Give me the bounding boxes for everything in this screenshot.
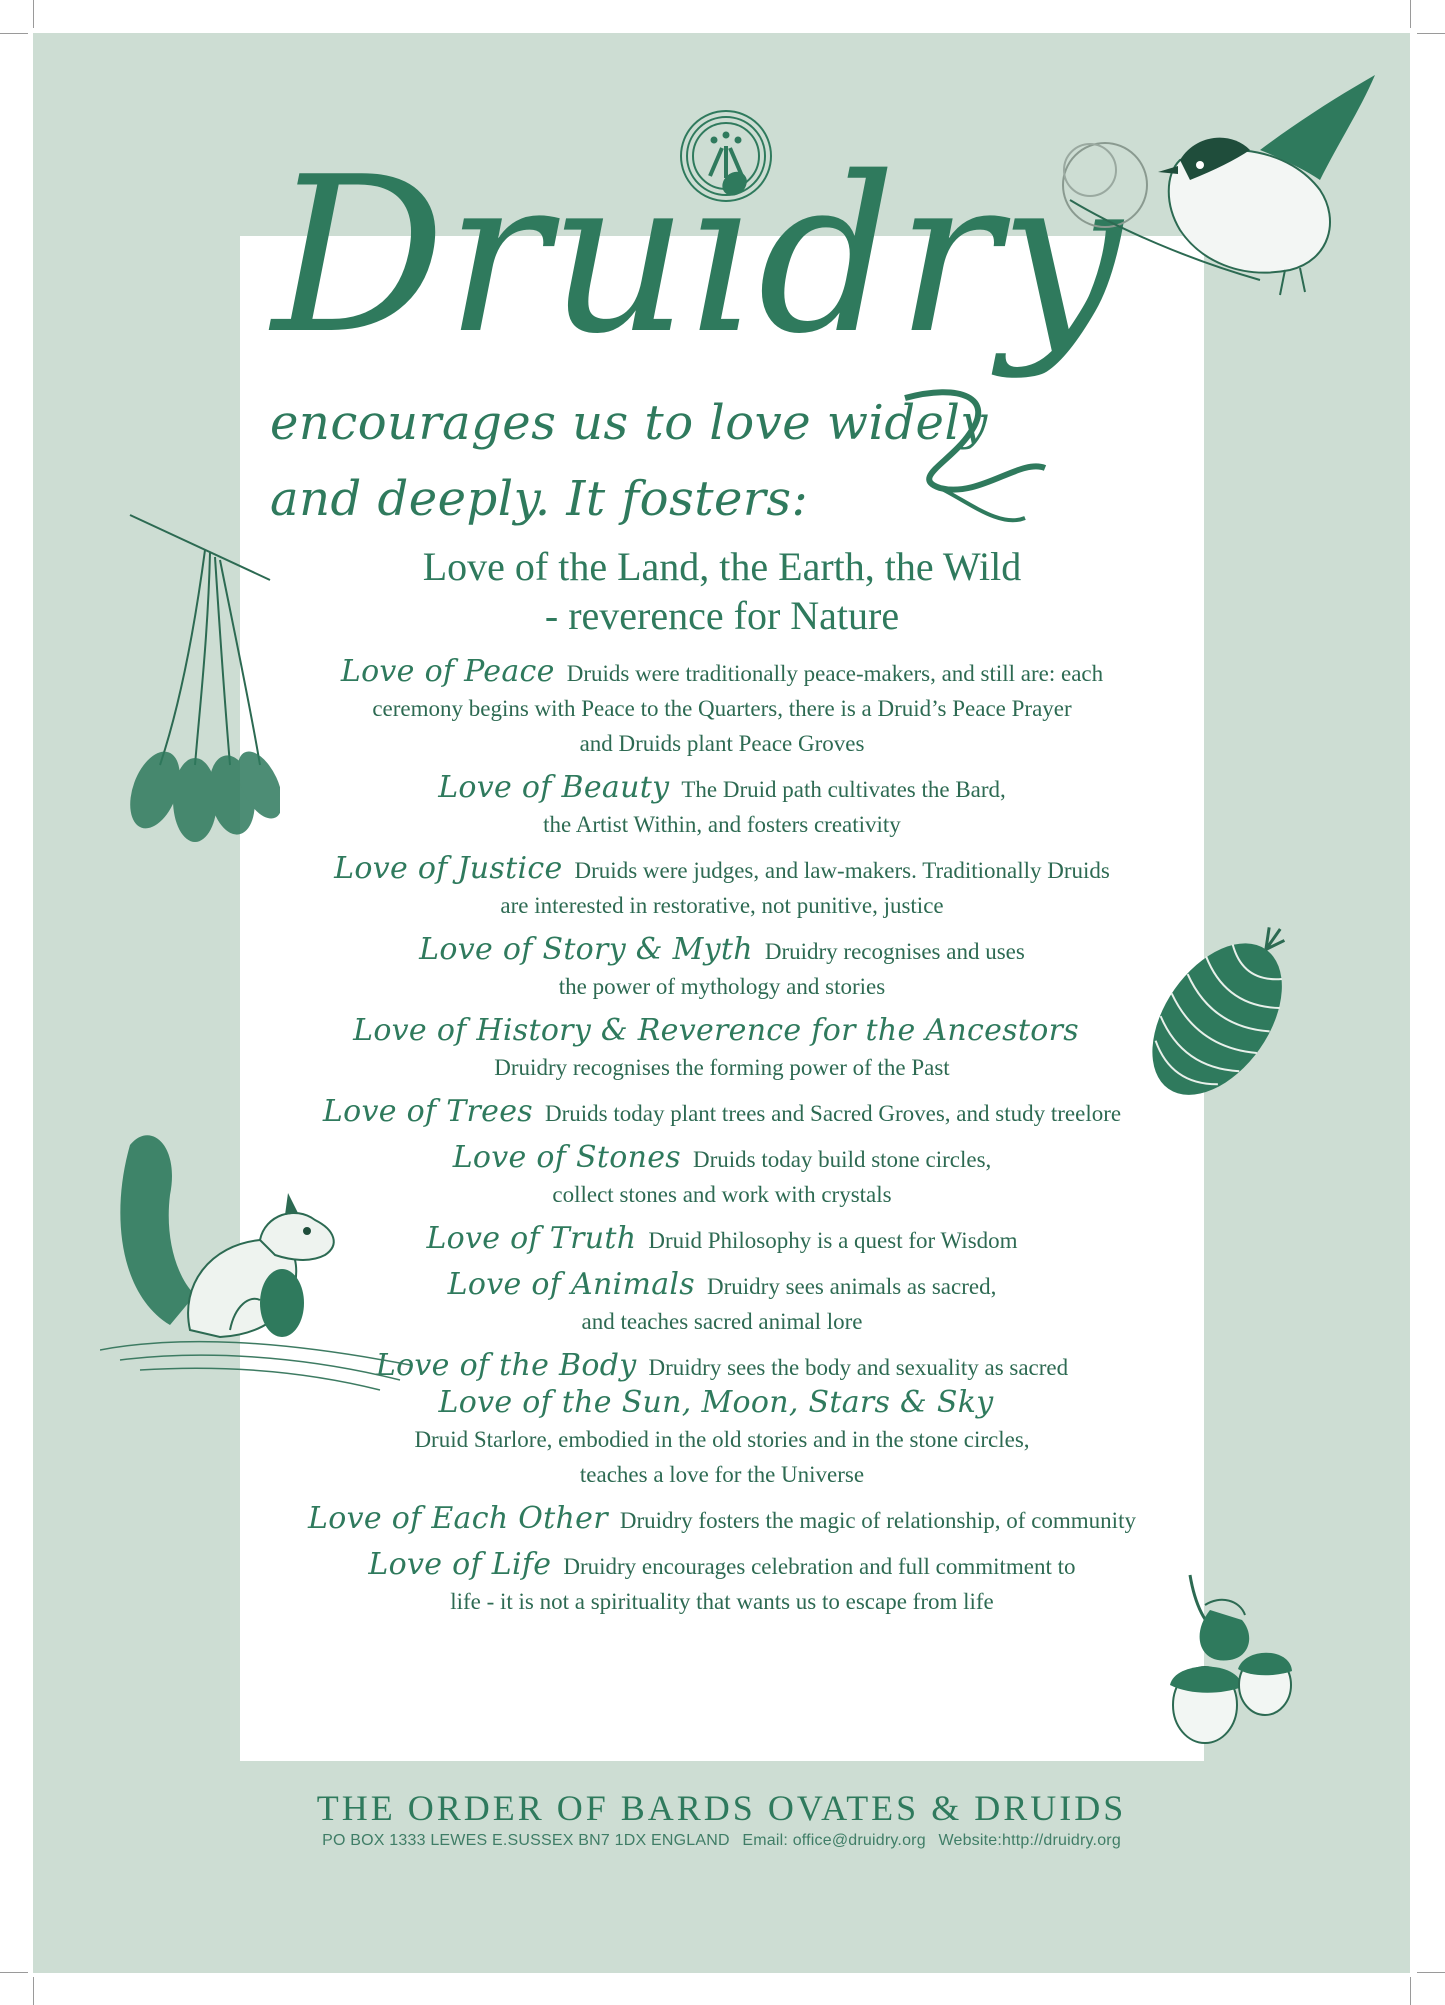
item-text: the power of mythology and stories — [558, 974, 886, 999]
acorn-icon — [1150, 1565, 1310, 1765]
item-text: Druid Philosophy is a quest for Wisdom — [648, 1228, 1018, 1253]
squirrel-icon — [100, 1125, 420, 1395]
item-text: Druids today build stone circles, — [692, 1147, 992, 1172]
item-heading: Love of Story & Myth — [419, 932, 753, 967]
item-heading: Love of History & Reverence for the Ancestors — [353, 1013, 1079, 1048]
item-text: Druid Starlore, embodied in the old stories and in the stone circles, — [414, 1427, 1030, 1452]
footer — [33, 1786, 1410, 1850]
crop-mark — [0, 1972, 28, 1973]
title-text: Druidry — [267, 130, 1125, 381]
item-heading: Love of Justice — [334, 851, 563, 886]
item-text: and teaches sacred animal lore — [581, 1309, 863, 1334]
crop-mark — [1417, 1972, 1445, 1973]
seed-cluster-icon — [120, 505, 280, 855]
item-text: Druids today plant trees and Sacred Groves, and study treelore — [544, 1101, 1122, 1126]
item-heading: Love of Truth — [426, 1221, 637, 1256]
list-item — [258, 851, 1186, 923]
list-item — [258, 770, 1186, 842]
item-text: and Druids plant Peace Groves — [579, 731, 865, 756]
item-heading: Love of Stones — [452, 1140, 681, 1175]
crop-mark — [1410, 1977, 1411, 2005]
list-item — [258, 932, 1186, 1004]
tagline-line: and deeply. It fosters: — [270, 471, 809, 527]
tagline — [270, 385, 988, 537]
swash-ornament — [900, 378, 1050, 538]
item-text: life - it is not a spirituality that wants us to escape from life — [450, 1589, 994, 1614]
item-heading: Love of Trees — [322, 1094, 533, 1129]
list-item — [258, 1385, 1186, 1492]
crop-mark — [33, 0, 34, 28]
crop-mark — [33, 1977, 34, 2005]
list-item — [258, 654, 1186, 761]
bird-icon — [1030, 70, 1380, 310]
item-text: the Artist Within, and fosters creativity — [543, 812, 901, 837]
item-heading: Love of the Body — [375, 1348, 637, 1383]
item-text: collect stones and work with crystals — [552, 1182, 892, 1207]
item-text: Druidry sees the body and sexuality as sacred — [648, 1355, 1069, 1380]
pinecone-icon — [1120, 915, 1320, 1115]
item-heading: Love of Animals — [447, 1267, 695, 1302]
item-heading: Love of Each Other — [308, 1501, 608, 1536]
land-heading — [240, 542, 1204, 640]
item-text: The Druid path cultivates the Bard, — [681, 777, 1006, 802]
item-text: Druidry recognises and uses — [764, 939, 1025, 964]
item-text: Druids were traditionally peace-makers, and still are: each — [566, 661, 1104, 686]
list-item — [258, 1013, 1186, 1085]
item-text: Druidry encourages celebration and full commitment to — [563, 1554, 1076, 1579]
item-text: Druidry fosters the magic of relationship, of community — [619, 1508, 1136, 1533]
item-text: Druidry sees animals as sacred, — [707, 1274, 997, 1299]
item-heading: Love of Peace — [340, 654, 555, 689]
item-heading: Love of Beauty — [438, 770, 670, 805]
crop-mark — [0, 33, 28, 34]
postal-address: PO BOX 1333 LEWES E.SUSSEX BN7 1DX ENGLAND — [322, 1832, 730, 1849]
item-text: Druids were judges, and law-makers. Traditionally Druids — [574, 858, 1110, 883]
page-title — [262, 130, 1142, 390]
website-link[interactable]: Website:http://druidry.org — [938, 1832, 1121, 1849]
list-item — [258, 1547, 1186, 1619]
item-text: Druidry recognises the forming power of the Past — [494, 1055, 950, 1080]
land-line: - reverence for Nature — [544, 593, 900, 638]
crop-mark — [1410, 0, 1411, 28]
crop-mark — [1417, 33, 1445, 34]
email-link[interactable]: Email: office@druidry.org — [742, 1832, 926, 1849]
item-heading: Love of the Sun, Moon, Stars & Sky — [438, 1385, 994, 1420]
land-line: Love of the Land, the Earth, the Wild — [422, 544, 1022, 589]
item-heading: Love of Life — [368, 1547, 552, 1582]
list-item — [258, 1501, 1186, 1538]
org-name: THE ORDER OF BARDS OVATES & DRUIDS — [316, 1788, 1127, 1828]
item-text: teaches a love for the Universe — [579, 1462, 865, 1487]
contact-line — [33, 1832, 1410, 1850]
tagline-line: encourages us to love widely — [270, 395, 988, 451]
item-text: ceremony begins with Peace to the Quarters, there is a Druid’s Peace Prayer — [372, 696, 1072, 721]
item-text: are interested in restorative, not punitive, justice — [500, 893, 944, 918]
